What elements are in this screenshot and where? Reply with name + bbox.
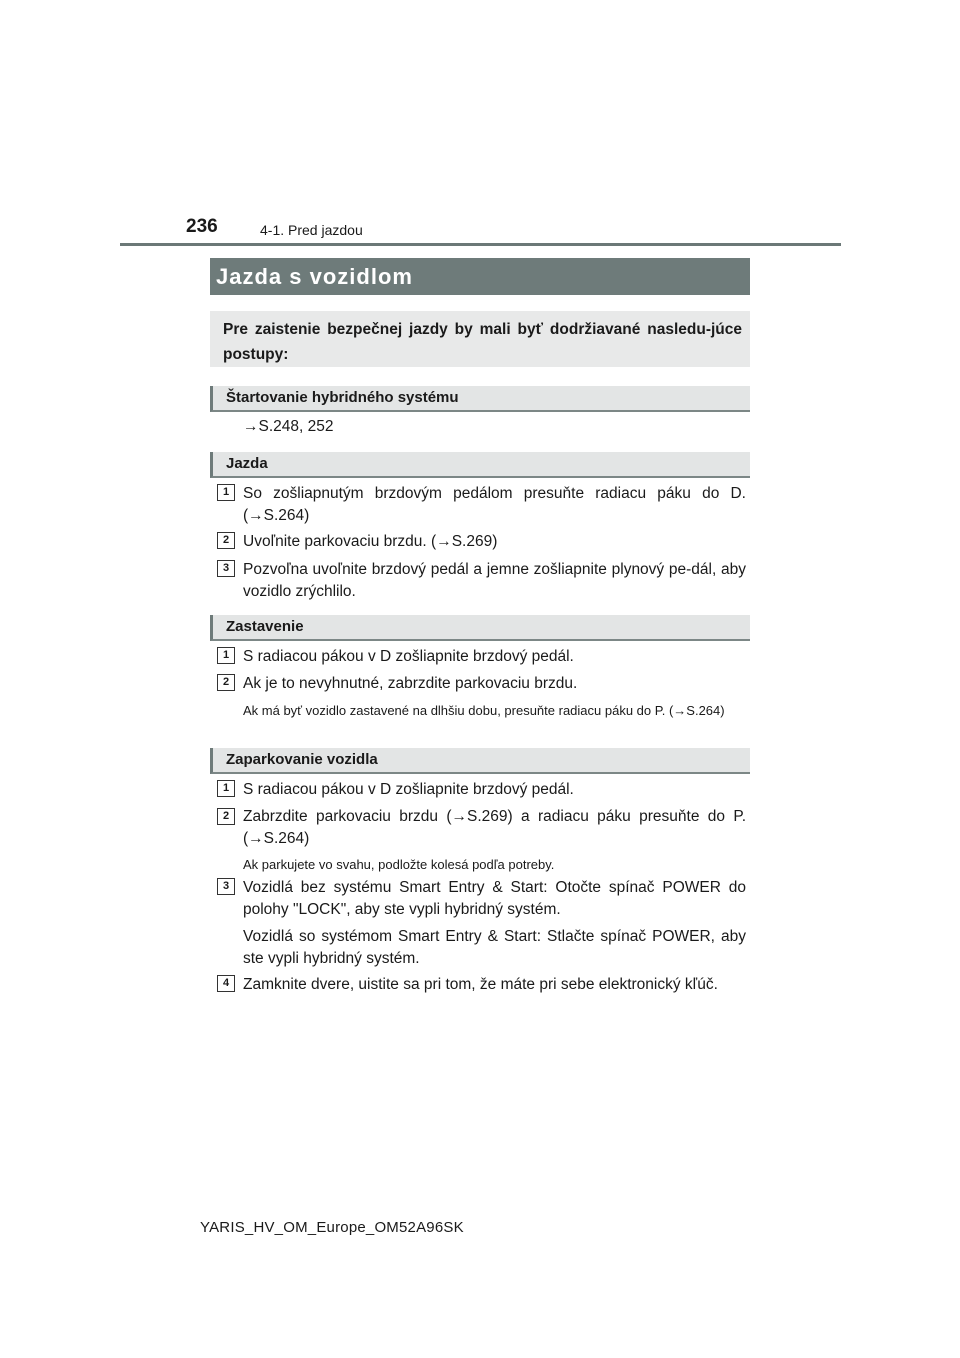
note-text: Ak parkujete vo svahu, podložte kolesá podľa potreby. bbox=[243, 857, 555, 872]
step-number: 1 bbox=[217, 484, 235, 501]
start-reference: →S.248, 252 bbox=[243, 418, 334, 435]
step-text-continued: Vozidlá so systémom Smart Entry & Start: Stlačte spínač POWER, aby ste vypli hybridný systém. bbox=[243, 928, 746, 967]
step-number: 2 bbox=[217, 808, 235, 825]
section-reference: 4-1. Pred jazdou bbox=[260, 222, 363, 238]
note-text: Ak má byť vozidlo zastavené na dlhšiu dobu, presuňte radiacu páku do P. (→S.264) bbox=[243, 703, 725, 718]
intro-box: Pre zaistenie bezpečnej jazdy by mali byť dodržiavané nasledu-júce postupy: bbox=[210, 311, 750, 367]
header-divider bbox=[120, 243, 841, 246]
heading-stopping: Zastavenie bbox=[210, 615, 750, 641]
step-number: 2 bbox=[217, 532, 235, 549]
step-text: Vozidlá bez systému Smart Entry & Start: Otočte spínač POWER do polohy "LOCK", aby ste vypli hybridný systém. bbox=[243, 879, 746, 918]
step-text: S radiacou pákou v D zošliapnite brzdový pedál. bbox=[243, 781, 574, 798]
step-text: Uvoľnite parkovaciu brzdu. (→S.269) bbox=[243, 533, 498, 550]
step-text: S radiacou pákou v D zošliapnite brzdový pedál. bbox=[243, 648, 574, 665]
page-number: 236 bbox=[186, 216, 218, 237]
step-number: 1 bbox=[217, 647, 235, 664]
step-number: 1 bbox=[217, 780, 235, 797]
step-text: Zamknite dvere, uistite sa pri tom, že máte pri sebe elektronický kľúč. bbox=[243, 976, 718, 993]
footer-document-id: YARIS_HV_OM_Europe_OM52A96SK bbox=[200, 1219, 464, 1236]
step-number: 2 bbox=[217, 674, 235, 691]
step-number: 3 bbox=[217, 878, 235, 895]
step-text: Zabrzdite parkovaciu brzdu (→S.269) a radiacu páku presuňte do P. (→S.264) bbox=[243, 808, 746, 847]
step-number: 4 bbox=[217, 975, 235, 992]
heading-start-hybrid: Štartovanie hybridného systému bbox=[210, 386, 750, 412]
heading-driving: Jazda bbox=[210, 452, 750, 478]
step-text: Ak je to nevyhnutné, zabrzdite parkovaciu brzdu. bbox=[243, 675, 578, 692]
step-number: 3 bbox=[217, 560, 235, 577]
heading-parking: Zaparkovanie vozidla bbox=[210, 748, 750, 774]
step-text: So zošliapnutým brzdovým pedálom presuňte radiacu páku do D. (→S.264) bbox=[243, 485, 746, 524]
step-text: Pozvoľna uvoľnite brzdový pedál a jemne zošliapnite plynový pe-dál, aby vozidlo zrýchlilo. bbox=[243, 561, 746, 600]
page-title: Jazda s vozidlom bbox=[210, 258, 750, 295]
